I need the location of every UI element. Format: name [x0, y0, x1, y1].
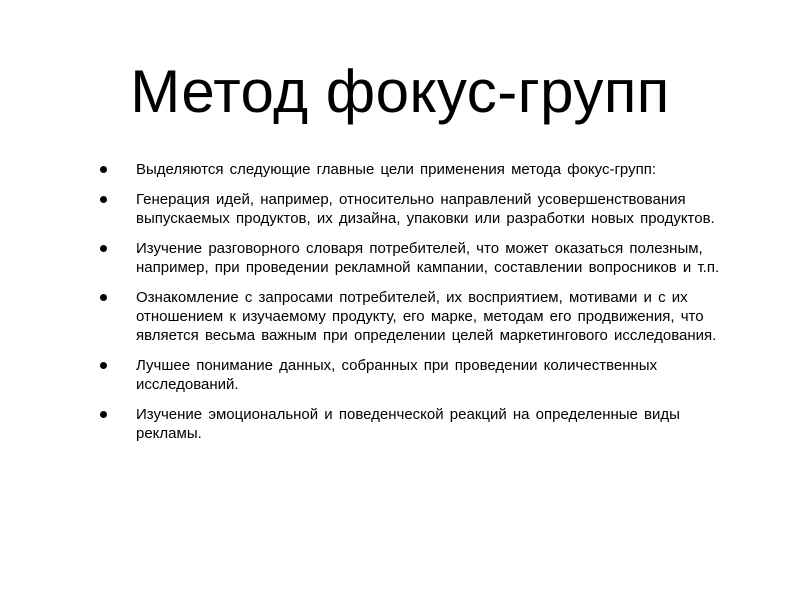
bullet-item: [100, 160, 720, 179]
bullet-text: Лучшее понимание данных, собранных при проведении количественных исследований.: [136, 357, 658, 393]
bullet-item: [100, 356, 720, 394]
bullet-text: Ознакомление с запросами потребителей, их восприятием, мотивами и с их отношением к изучаемому продукту, его марке, методам его продвижения, что является весьма важным при определении целей маркетингового исследования.: [136, 289, 717, 344]
bullet-dot-icon: [100, 196, 107, 203]
bullet-dot-icon: [100, 294, 107, 301]
bullet-text: Изучение эмоциональной и поведенческой реакций на определенные виды рекламы.: [136, 406, 680, 442]
bullet-item: [100, 405, 720, 443]
bullet-list: [100, 160, 720, 454]
bullet-text: Генерация идей, например, относительно направлений усовершенствования выпускаемых продуктов, их дизайна, упаковки или разработки новых продуктов.: [136, 191, 715, 227]
bullet-text: Выделяются следующие главные цели применения метода фокус-групп:: [136, 161, 657, 178]
bullet-dot-icon: [100, 411, 107, 418]
bullet-dot-icon: [100, 166, 107, 173]
bullet-text: Изучение разговорного словаря потребителей, что может оказаться полезным, например, при проведении рекламной кампании, составлении вопросников и т.п.: [136, 240, 720, 276]
bullet-dot-icon: [100, 362, 107, 369]
slide-title: Метод фокус-групп: [130, 58, 670, 125]
bullet-dot-icon: [100, 245, 107, 252]
bullet-item: [100, 190, 720, 228]
bullet-item: [100, 239, 720, 277]
bullet-item: [100, 288, 720, 345]
